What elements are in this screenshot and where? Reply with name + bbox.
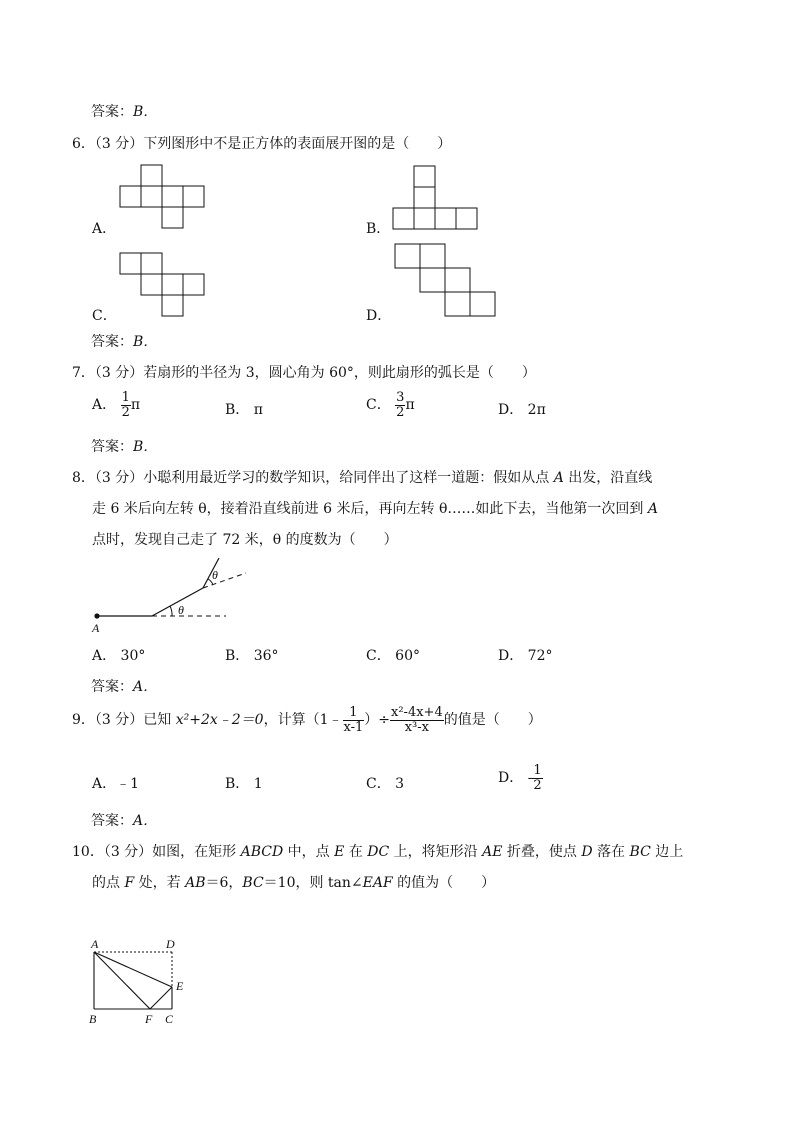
- vertex-d-label: D: [166, 937, 175, 951]
- answer-value: B．: [133, 439, 158, 455]
- answer-value: A．: [133, 679, 158, 695]
- text: ）÷: [364, 712, 391, 729]
- option-label: C．: [366, 397, 391, 414]
- q8-option-b: B． 36°: [225, 648, 279, 664]
- text: 的值为（ ）: [392, 875, 496, 891]
- vertex-b-label: B: [89, 1012, 97, 1026]
- angle-label: θ: [212, 568, 218, 582]
- vertex-c-label: C: [165, 1012, 174, 1026]
- text: 8．（3 分）小聪利用最近学习的数学知识，给同伴出了这样一道题：假如从点: [72, 470, 554, 486]
- denominator: 2: [396, 404, 405, 420]
- option-label: A．: [92, 397, 117, 414]
- numerator: 1: [121, 390, 130, 405]
- text: 上，将矩形沿: [389, 844, 483, 860]
- denominator: 2: [121, 404, 130, 420]
- equation: x²+2x﹣2＝0: [175, 712, 264, 729]
- q8-option-d: D． 72°: [498, 648, 553, 664]
- denominator: 2: [533, 777, 542, 793]
- angle-label: θ: [178, 603, 184, 617]
- q8-option-c: C． 60°: [366, 648, 420, 664]
- math: BC: [629, 844, 651, 860]
- math: DC: [367, 844, 390, 860]
- text: 折叠，使点: [502, 844, 582, 860]
- q6-option-d: D．: [366, 308, 392, 324]
- point-label: A: [647, 501, 658, 517]
- text: ，计算（1﹣: [263, 712, 343, 729]
- q9-option-b: B． 1: [225, 776, 263, 792]
- text: 处，若: [134, 875, 186, 891]
- q8-line-3: 点时，发现自己走了 72 米，θ 的度数为（ ）: [92, 532, 398, 548]
- math: D: [581, 844, 593, 860]
- answer-label: 答案：: [91, 813, 133, 829]
- vertex-e-label: E: [176, 979, 184, 993]
- text: ＝6，: [205, 875, 243, 891]
- answer-label: 答案：: [91, 439, 133, 455]
- answer-label: 答案：: [91, 334, 133, 350]
- q7-option-b: B． π: [225, 402, 263, 418]
- answer-value: B．: [133, 334, 158, 350]
- text: 9．（3 分）已知: [72, 712, 176, 729]
- math: ABCD: [240, 844, 284, 860]
- math: F: [124, 875, 135, 891]
- math: EAF: [362, 875, 393, 891]
- math: AB: [185, 875, 206, 891]
- vertex-a-label: A: [91, 937, 99, 951]
- q7-option-d: D． 2π: [498, 402, 546, 418]
- q9-option-a: A．﹣1: [92, 776, 140, 792]
- q6-option-b: B．: [366, 221, 391, 237]
- answer-value: A．: [133, 813, 158, 829]
- denominator: x³-x: [404, 719, 429, 735]
- answer-value: B．: [133, 104, 158, 120]
- option-tail: π: [130, 397, 141, 414]
- option-tail: π: [405, 397, 415, 414]
- answer-label: 答案：: [91, 104, 133, 120]
- math: BC: [242, 875, 264, 891]
- denominator: x-1: [343, 719, 364, 735]
- text: 在: [344, 844, 368, 860]
- q6-stem: 6．（3 分）下列图形中不是正方体的表面展开图的是（ ）: [72, 136, 452, 152]
- numerator: 1: [533, 763, 542, 778]
- text: 中，点: [283, 844, 335, 860]
- vertex-f-label: F: [145, 1012, 153, 1026]
- numerator: x²-4x+4: [391, 705, 443, 720]
- answer-label: 答案：: [91, 679, 133, 695]
- point-a-label: A: [92, 621, 100, 635]
- text: 落在: [592, 844, 630, 860]
- text: 10．（3 分）如图，在矩形: [72, 844, 241, 860]
- text: 的点: [92, 875, 125, 891]
- q6-option-c: C．: [92, 308, 117, 324]
- option-label: D．: [498, 770, 524, 787]
- text: 边上: [650, 844, 684, 860]
- text: ＝10，则 tan∠: [263, 875, 363, 891]
- point-label: A: [553, 470, 564, 486]
- text: 的值是（ ）: [443, 712, 542, 729]
- q6-option-a: A．: [92, 221, 117, 237]
- sign: -: [527, 770, 533, 787]
- text: 出发，沿直线: [563, 470, 653, 486]
- text: 走 6 米后向左转 θ，接着沿直线前进 6 米后，再向左转 θ……如此下去，当他第一次回到: [92, 501, 648, 517]
- numerator: 3: [396, 390, 405, 405]
- q7-stem: 7．（3 分）若扇形的半径为 3，圆心角为 60°，则此扇形的弧长是（ ）: [72, 365, 536, 381]
- math: E: [334, 844, 345, 860]
- q8-option-a: A． 30°: [92, 648, 146, 664]
- numerator: 1: [343, 706, 365, 721]
- q9-option-c: C． 3: [366, 776, 405, 792]
- math: AE: [482, 844, 503, 860]
